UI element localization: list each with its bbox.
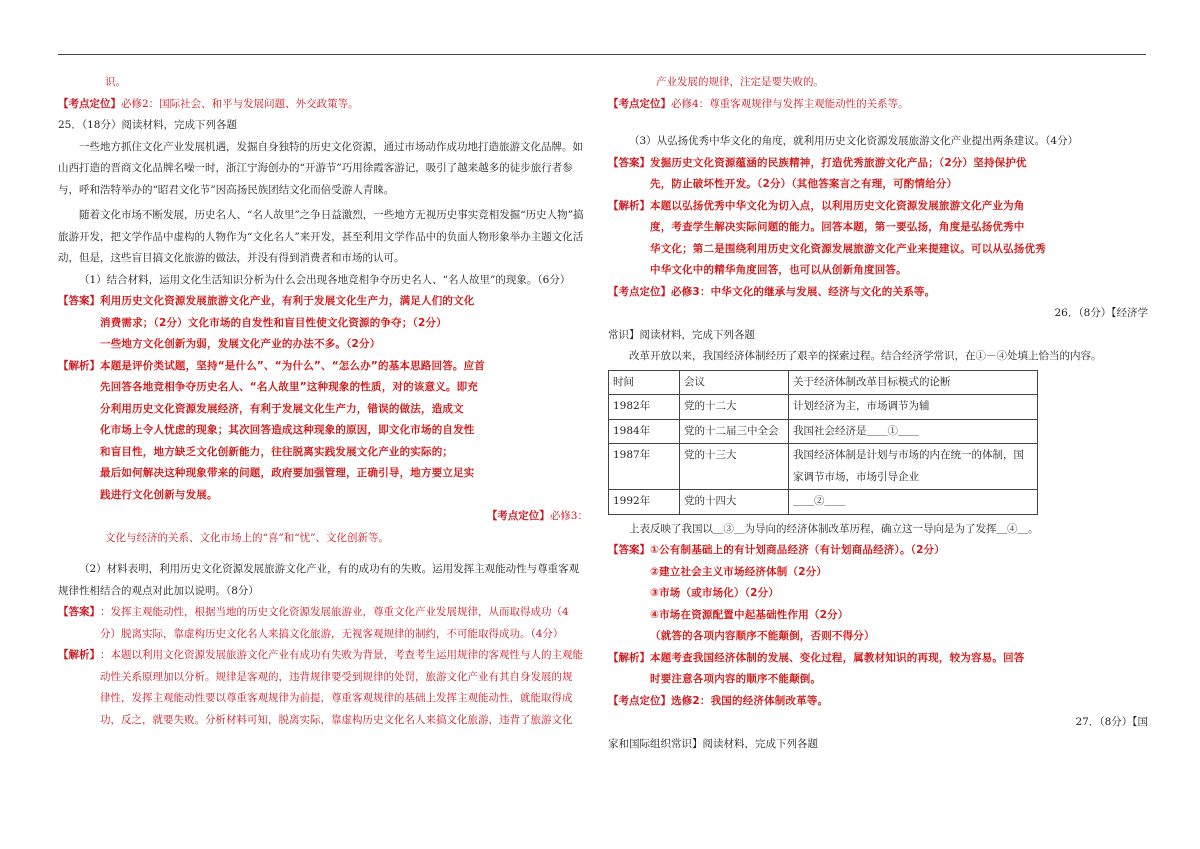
kaodian-tag: 【考点定位】	[608, 285, 671, 298]
analysis-line: 和盲目性，地方缺乏文化创新能力，往往脱离实践发展文化产业的实际的；	[100, 445, 454, 458]
analysis-label: 【解析】	[58, 359, 100, 372]
analysis-line: 最后如何解决这种现象带来的问题，政府要加强管理，正确引导，地方要立足实	[100, 467, 475, 479]
right-column	[608, 72, 1148, 755]
table-header: 时间	[609, 370, 680, 395]
sub-question: （1）结合材料，运用文化生活知识分析为什么会出现各地竞相争夺历史名人、“名人故里”的现象。（6分）	[79, 273, 571, 286]
answer-line: （就答的各项内容顺序不能颠倒，否则不得分）	[650, 630, 875, 642]
table-row	[609, 444, 1038, 490]
table-cell: 1982年	[609, 395, 680, 420]
kaodian-text: 选修2：我国的经济体制改革等。	[671, 694, 829, 707]
kaodian-tag: 【考点定位】	[608, 97, 671, 110]
text-line: 识。	[105, 76, 126, 88]
analysis-label: 【解析】	[608, 651, 650, 664]
answer-label: 【答案】	[608, 156, 650, 169]
material-paragraph: 一些地方抓住文化产业发展机遇，发掘自身独特的历史文化资源，通过市场动作成功地打造旅游文化品牌。如山西打造的晋商文化品牌名噪一时，浙江宁海创办的“开游节”巧用徐霞客游记，吸引了越来越多的徒步旅行者参与，呼和浩特举办的“昭君文化节”因高扬民族团结文化而倍受游人青睐。	[58, 140, 583, 196]
analysis-line: 度，考查学生解决实际问题的能力。回答本题，第一要弘扬，角度是弘扬优秀中	[650, 221, 1025, 233]
kaodian-text: 必修4：尊重客观规律与发挥主观能动性的关系等。	[671, 97, 909, 110]
analysis-line: 华文化；第二是围绕利用历史文化资源发展旅游文化产业来提建议。可以从弘扬优秀	[650, 242, 1046, 255]
question-title-cont: 常识】阅读材料，完成下列各题	[608, 328, 755, 341]
answer-line: 先，防止破坏性开发。（2分）（其他答案言之有理，可酌情给分）	[650, 178, 958, 190]
sub-question: （3）从弘扬优秀中华文化的角度，就利用历史文化资源发展旅游文化产业提出两条建议。（4分）	[629, 135, 1079, 147]
left-column	[58, 72, 588, 731]
answer-line: 利用历史文化资源发展旅游文化产业，有利于发展文化生产力，满足人们的文化	[100, 295, 475, 307]
kaodian-text: 必修3：中华文化的继承与发展、经济与文化的关系等。	[671, 285, 936, 298]
table-cell: 1987年	[609, 444, 680, 490]
analysis-line: 动性关系原理加以分析。规律是客观的，违背规律要受到规律的处罚，旅游文化产业有其自身发展的规	[100, 670, 573, 683]
kaodian-tag: 【考点定位】	[58, 97, 121, 110]
table-cell: 1984年	[609, 419, 680, 444]
answer-body	[100, 602, 588, 645]
material-paragraph: 随着文化市场不断发展，历史名人、“名人故里”之争日益激烈，一些地方无视历史事实竞相发掘“历史人物”搞旅游开发，把文学作品中虚构的人物作为“文化名人”来开发，甚至利用文学作品中的负面人物形象举办主题文化活动，但是，这些盲目搞文化旅游的做法，并没有得到消费者和市场的认可。	[58, 209, 584, 264]
text-line: 产业发展的规律，注定是要失败的。	[656, 76, 824, 88]
table-cell: 我国社会经济是＿＿①＿＿	[789, 419, 1038, 444]
analysis-line: 功，反之，就要失败。分析材料可知，脱离实际，靠虚构历史文化名人来搞文化旅游，违背了旅游文化	[100, 713, 573, 726]
answer-label: 【答案】	[608, 544, 650, 556]
analysis-body	[650, 648, 1148, 691]
analysis-line: 中华文化中的精华角度回答，也可以从创新角度回答。	[650, 264, 907, 276]
question-title: 27．（8分）【国	[1075, 716, 1148, 728]
answer-line: ②建立社会主义市场经济体制（2分）	[650, 565, 828, 578]
analysis-block	[58, 356, 588, 507]
kaodian-continuation: 文化与经济的关系、文化市场上的“喜”和“忧”、文化创新等。	[105, 531, 389, 544]
table-header: 会议	[680, 370, 789, 395]
analysis-line: 本题以弘扬优秀中华文化为切入点，以利用历史文化资源发展旅游文化产业为角	[650, 199, 1025, 212]
kaodian-tag: 【考点定位】	[486, 510, 550, 522]
table-cell: 党的十二届三中全会	[680, 419, 789, 444]
answer-line: ：发挥主观能动性，根据当地的历史文化资源发展旅游业，尊重文化产业发展规律，从而取得成功（4	[100, 606, 569, 618]
kaodian-tag: 【考点定位】	[608, 694, 671, 707]
analysis-line: 本题是评价类试题，坚持“是什么”、“为什么”、“怎么办”的基本思路回答。应首	[100, 359, 486, 372]
intro-text: 改革开放以来，我国经济体制经历了艰辛的探索过程。结合经济学常识，在①－④处填上恰当的内容。	[629, 350, 1102, 362]
table-cell: 我国经济体制是计划与市场的内在统一的体制，国家调节市场，市场引导企业	[789, 444, 1038, 490]
table-cell: 党的十二大	[680, 395, 789, 420]
kaodian-line	[608, 282, 1148, 304]
analysis-line: 律性，发挥主观能动性要以尊重客观规律为前提，尊重客观规律的基础上发挥主观能动性，就能取得成	[100, 692, 573, 704]
answer-line: ④市场在资源配置中起基础性作用（2分）	[650, 608, 849, 621]
analysis-line: 先回答各地竞相争夺历史名人、“名人故里”这种现象的性质，对的该意义。即充	[100, 381, 479, 393]
analysis-line: 践进行文化创新与发展。	[100, 488, 218, 501]
answer-line: ①公有制基础上的有计划商品经济（有计划商品经济）。（2分）	[650, 544, 945, 556]
table-cell: 1992年	[609, 490, 680, 515]
kaodian-text: 必修2：国际社会、和平与发展问题、外交政策等。	[121, 97, 359, 110]
answer-line: ③市场（或市场化）（2分）	[650, 587, 780, 599]
after-table-text: 上表反映了我国以＿③＿为导向的经济体制改革历程，确立这一导向是为了发挥＿④＿。	[629, 522, 1039, 535]
answer-label: 【答案】	[58, 606, 100, 618]
answer-line: 发掘历史文化资源蕴涵的民族精神，打造优秀旅游文化产品；（2分）坚持保护优	[650, 156, 1027, 169]
reform-table	[608, 370, 1038, 515]
table-cell: 党的十四大	[680, 490, 789, 515]
analysis-block	[58, 645, 588, 731]
answer-body	[650, 153, 1148, 196]
table-row	[609, 395, 1038, 420]
answer-body	[100, 291, 588, 356]
answer-block	[58, 602, 588, 645]
kaodian-line	[608, 94, 1148, 116]
table-header: 关于经济体制改革目标模式的论断	[789, 370, 1038, 395]
sub-question: （2）材料表明，利用历史文化资源发展旅游文化产业，有的成功有的失败。运用发挥主观能动性与尊重客观规律性相结合的观点对此加以说明。（8分）	[58, 563, 580, 597]
analysis-block	[608, 648, 1148, 691]
table-cell: 计划经济为主，市场调节为辅	[789, 395, 1038, 420]
answer-line: 一些地方文化创新为弱，发展文化产业的办法不多。（2分）	[100, 338, 381, 350]
table-row	[609, 419, 1038, 444]
kaodian-line	[58, 506, 588, 528]
answer-label: 【答案】	[58, 295, 100, 307]
answer-block	[58, 291, 588, 356]
analysis-line: ：本题以利用文化资源发展旅游文化产业有成功有失败为背景，考查考生运用规律的客观性与人的主观能	[100, 649, 583, 661]
analysis-line: 时要注意各项内容的顺序不能颠倒。	[650, 673, 822, 685]
analysis-body	[650, 196, 1148, 282]
analysis-line: 分利用历史文化资源发展经济，有利于发展文化生产力，错误的做法，造成文	[100, 402, 464, 415]
answer-block	[608, 153, 1148, 196]
kaodian-line	[58, 94, 588, 116]
analysis-label: 【解析】	[608, 199, 650, 212]
analysis-line: 本题考查我国经济体制的发展、变化过程，属教材知识的再现，较为容易。回答	[650, 651, 1025, 664]
kaodian-line	[608, 691, 1148, 713]
answer-body	[650, 540, 1148, 648]
table-header-row	[609, 370, 1038, 395]
table-cell: ＿＿②＿＿	[789, 490, 1038, 515]
analysis-body	[100, 645, 588, 731]
header-rule	[58, 54, 1146, 55]
answer-line: 分）脱离实际，靠虚构历史文化名人来搞文化旅游，无视客观规律的制约，不可能取得成功。（4分）	[100, 627, 564, 640]
answer-line: 消费需求；（2分）文化市场的自发性和盲目性使文化资源的争夺；（2分）	[100, 316, 447, 329]
table-row	[609, 490, 1038, 515]
analysis-label: 【解析】	[58, 649, 100, 661]
analysis-block	[608, 196, 1148, 282]
answer-block	[608, 540, 1148, 648]
analysis-body	[100, 356, 588, 507]
question-title-cont: 家和国际组织常识】阅读材料，完成下列各题	[608, 737, 818, 750]
question-title: 26．（8分）【经济学	[1054, 307, 1148, 319]
analysis-line: 化市场上令人忧虑的现象；其次回答造成这种现象的原因，即文化市场的自发性	[100, 424, 475, 436]
table-cell: 党的十三大	[680, 444, 789, 490]
question-title: 25．（18分）阅读材料，完成下列各题	[58, 119, 237, 131]
kaodian-text: 必修3：	[549, 510, 588, 522]
